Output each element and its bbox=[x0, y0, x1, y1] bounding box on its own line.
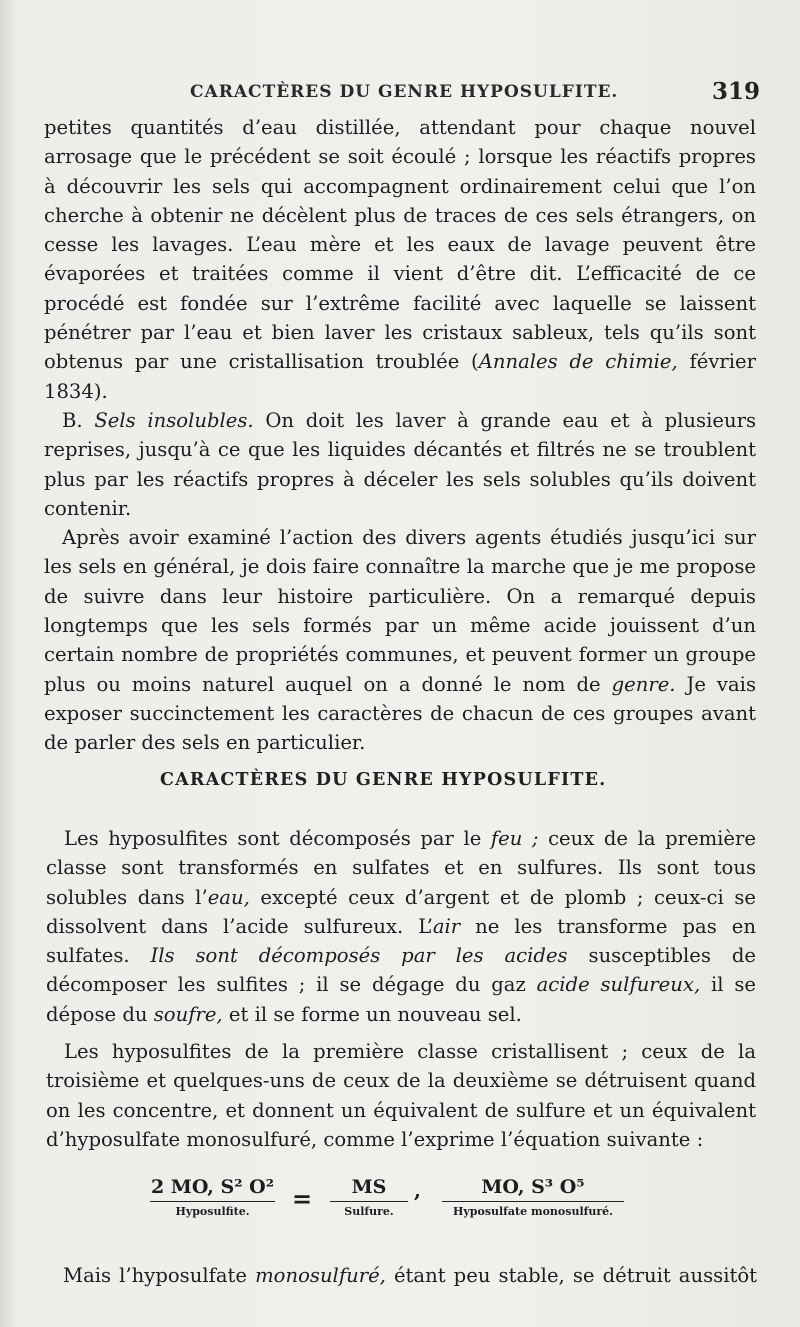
paragraph-genre bbox=[44, 523, 756, 757]
paragraph-continuation bbox=[44, 113, 756, 406]
formula-hyposulfate: MO, S³ O⁵ bbox=[481, 1176, 585, 1198]
page-number: 319 bbox=[712, 78, 761, 105]
formula-sulfure: MS bbox=[351, 1176, 387, 1198]
running-head: CARACTÈRES DU GENRE HYPOSULFITE. bbox=[190, 82, 619, 102]
equals-sign: = bbox=[292, 1184, 313, 1213]
paragraph-text: petites quantités d’eau distillée, attendant pour chaque nouvel arrosage que le précédent se soit écoulé ; lorsque les réactifs propres à découvrir les sels qui accompagnent ordinairement celui que l’on cherche à obtenir ne décèlent plus de traces de ces sels étrangers, on cesse les lavages. L’eau mère et les eaux de lavage peuvent être évaporées et traitées comme il vient d’être dit. L’efficacité de ce procédé est fondée sur l’extrême facilité avec laquelle se laissent pénétrer par l’eau et bien laver les cristaux sableux, tels qu’ils sont obtenus par une cristallisation troublée ( bbox=[44, 116, 756, 374]
paragraph-gap bbox=[46, 1029, 756, 1037]
term-italic: soufre, bbox=[153, 1002, 223, 1026]
paragraph-decomposition bbox=[46, 824, 756, 1029]
subheading-italic: Sels insolubles. bbox=[94, 408, 254, 432]
fraction-bar bbox=[330, 1201, 408, 1202]
label-hyposulfite: Hyposulfite. bbox=[175, 1205, 250, 1218]
equation-term-hyposulfate bbox=[442, 1176, 624, 1218]
equation-lhs bbox=[150, 1176, 275, 1218]
paragraph-sels-insolubles bbox=[44, 406, 756, 523]
paragraph-final-line bbox=[63, 1264, 757, 1287]
paragraph-text: et il se forme un nouveau sel. bbox=[222, 1002, 522, 1026]
paragraph-text: Après avoir examiné l’action des divers agents étudiés jusqu’ici sur les sels en général, je dois faire connaître la marche que je me propose de suivre dans leur histoire particulière. On a remarqué depuis longtemps que les sels formés par un même acide jouissent d’un certain nombre de propriétés communes, et peuvent former un groupe plus ou moins naturel auquel on a donné le nom de bbox=[44, 526, 756, 696]
label-sulfure: Sulfure. bbox=[344, 1205, 394, 1218]
term-italic: genre. bbox=[611, 672, 676, 696]
paragraph-text: Mais l’hyposulfate bbox=[63, 1264, 256, 1287]
section-title: CARACTÈRES DU GENRE HYPOSULFITE. bbox=[160, 770, 607, 790]
equation-term-sulfure bbox=[330, 1176, 408, 1218]
text-block-top bbox=[44, 113, 756, 758]
citation-italic: Annales de chimie, bbox=[478, 350, 678, 374]
paragraph-text: ne les transforme pas en sulfates. bbox=[46, 914, 756, 968]
paragraph-text: Les hyposulfites sont décomposés par le bbox=[64, 827, 491, 850]
paragraph-text: ceux de la première classe sont transformés en sulfates et en sulfures. Ils sont tous solubles dans l’ bbox=[46, 827, 756, 909]
term-italic: acide sulfureux, bbox=[536, 973, 701, 997]
paragraph-text: Je vais exposer succinctement les caractères de chacun de ces groupes avant de parler des sels en particulier. bbox=[44, 672, 757, 755]
paragraph-text: Les hyposulfites de la première classe cristallisent ; ceux de la troisième et quelques-uns de ceux de la deuxième se détruisent quand on les concentre, et donnent un équivalent de sulfure et un équivalent d’hyposulfate monosulfuré, comme l’exprime l’équation suivante : bbox=[46, 1040, 756, 1151]
chemical-equation bbox=[150, 1176, 630, 1228]
term-italic: air bbox=[432, 914, 461, 938]
paragraph-text: février 1834). bbox=[44, 350, 756, 403]
term-italic: eau, bbox=[207, 885, 250, 909]
formula-hyposulfite: 2 MO, S² O² bbox=[150, 1176, 275, 1198]
fraction-bar bbox=[150, 1201, 275, 1202]
comma-separator: , bbox=[414, 1178, 421, 1202]
text-block-hyposulfite bbox=[46, 824, 756, 1154]
term-italic: feu ; bbox=[490, 827, 539, 850]
term-italic: monosulfuré, bbox=[255, 1264, 386, 1287]
paragraph-text: étant peu stable, se détruit aussitôt bbox=[385, 1264, 758, 1287]
label-hyposulfate: Hyposulfate monosulfuré. bbox=[453, 1205, 613, 1218]
paragraph-cristallisation bbox=[46, 1037, 756, 1154]
paragraph-text: B. bbox=[62, 408, 95, 432]
paragraph-text: susceptibles de décomposer les sulfites ; il se dégage du gaz bbox=[46, 944, 756, 997]
term-italic: Ils sont décomposés par les acides bbox=[150, 944, 568, 968]
fraction-bar bbox=[442, 1201, 624, 1202]
paragraph-text: il se dépose du bbox=[46, 973, 756, 1026]
paragraph-text: excepté ceux d’argent et de plomb ; ceux-ci se dissolvent dans l’acide sulfureux. L’ bbox=[46, 885, 756, 938]
paragraph-text: On doit les laver à grande eau et à plusieurs reprises, jusqu’à ce que les liquides décantés et filtrés ne se troublent plus par les réactifs propres à déceler les sels solubles qu’ils doivent contenir. bbox=[44, 408, 756, 520]
